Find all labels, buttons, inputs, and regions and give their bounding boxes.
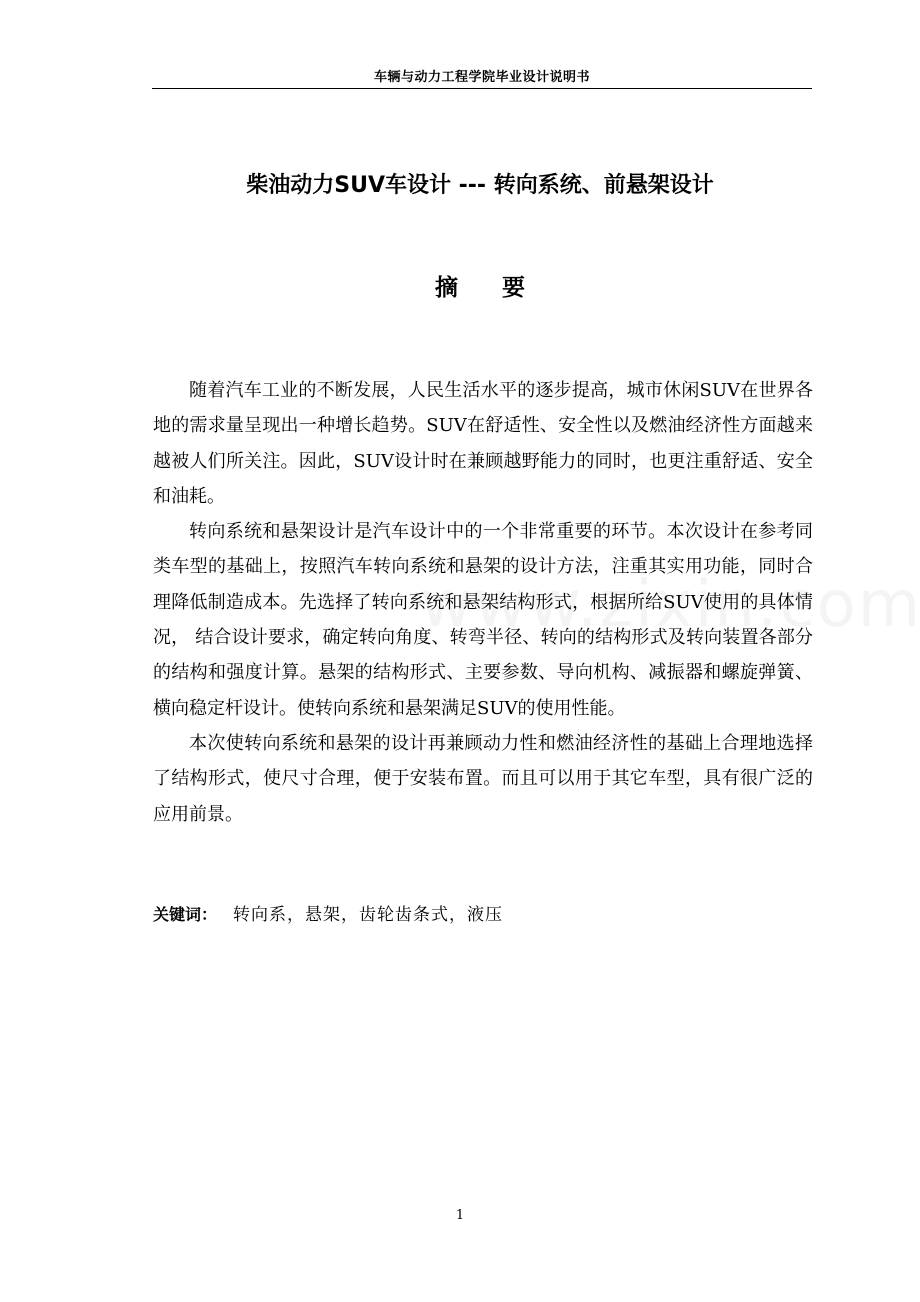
keywords-label: 关键词： bbox=[153, 905, 218, 924]
document-title: 柴油动力SUV车设计 --- 转向系统、前悬架设计 bbox=[246, 173, 714, 198]
abstract-heading: 摘要 bbox=[435, 275, 569, 301]
header-rule bbox=[152, 88, 812, 89]
keywords-line bbox=[153, 900, 813, 925]
page-number: 1 bbox=[455, 1208, 465, 1223]
abstract-paragraph-1: 随着汽车工业的不断发展，人民生活水平的逐步提高，城市休闲SUV在世界各地的需求量呈现出一种增长趋势。SUV在舒适性、安全性以及燃油经济性方面越来越被人们所关注。因此，SUV设计时在兼顾越野能力的同时，也更注重舒适、安全和油耗。 bbox=[153, 380, 813, 507]
keywords-value: 转向系，悬架，齿轮齿条式，液压 bbox=[233, 905, 504, 925]
abstract-paragraph-3: 本次使转向系统和悬架的设计再兼顾动力性和燃油经济性的基础上合理地选择了结构形式，使尺寸合理，便于安装布置。而且可以用于其它车型，具有很广泛的应用前景。 bbox=[153, 732, 813, 825]
abstract-paragraph-2: 转向系统和悬架设计是汽车设计中的一个非常重要的环节。本次设计在参考同类车型的基础上，按照汽车转向系统和悬架的设计方法，注重其实用功能，同时合理降低制造成本。先选择了转向系统和悬架结构形式，根据所给SUV使用的具体情况， 结合设计要求，确定转向角度、转弯半径、转向的结构形式及转向装置各部分的结构和强度计算。悬架的结构形式、主要参数、导向机构、减振器和螺旋弹簧、横向稳定杆设计。使转向系统和悬架满足SUV的使用性能。 bbox=[153, 521, 813, 719]
running-header: 车辆与动力工程学院毕业设计说明书 bbox=[373, 70, 590, 85]
abstract-body bbox=[153, 373, 813, 832]
